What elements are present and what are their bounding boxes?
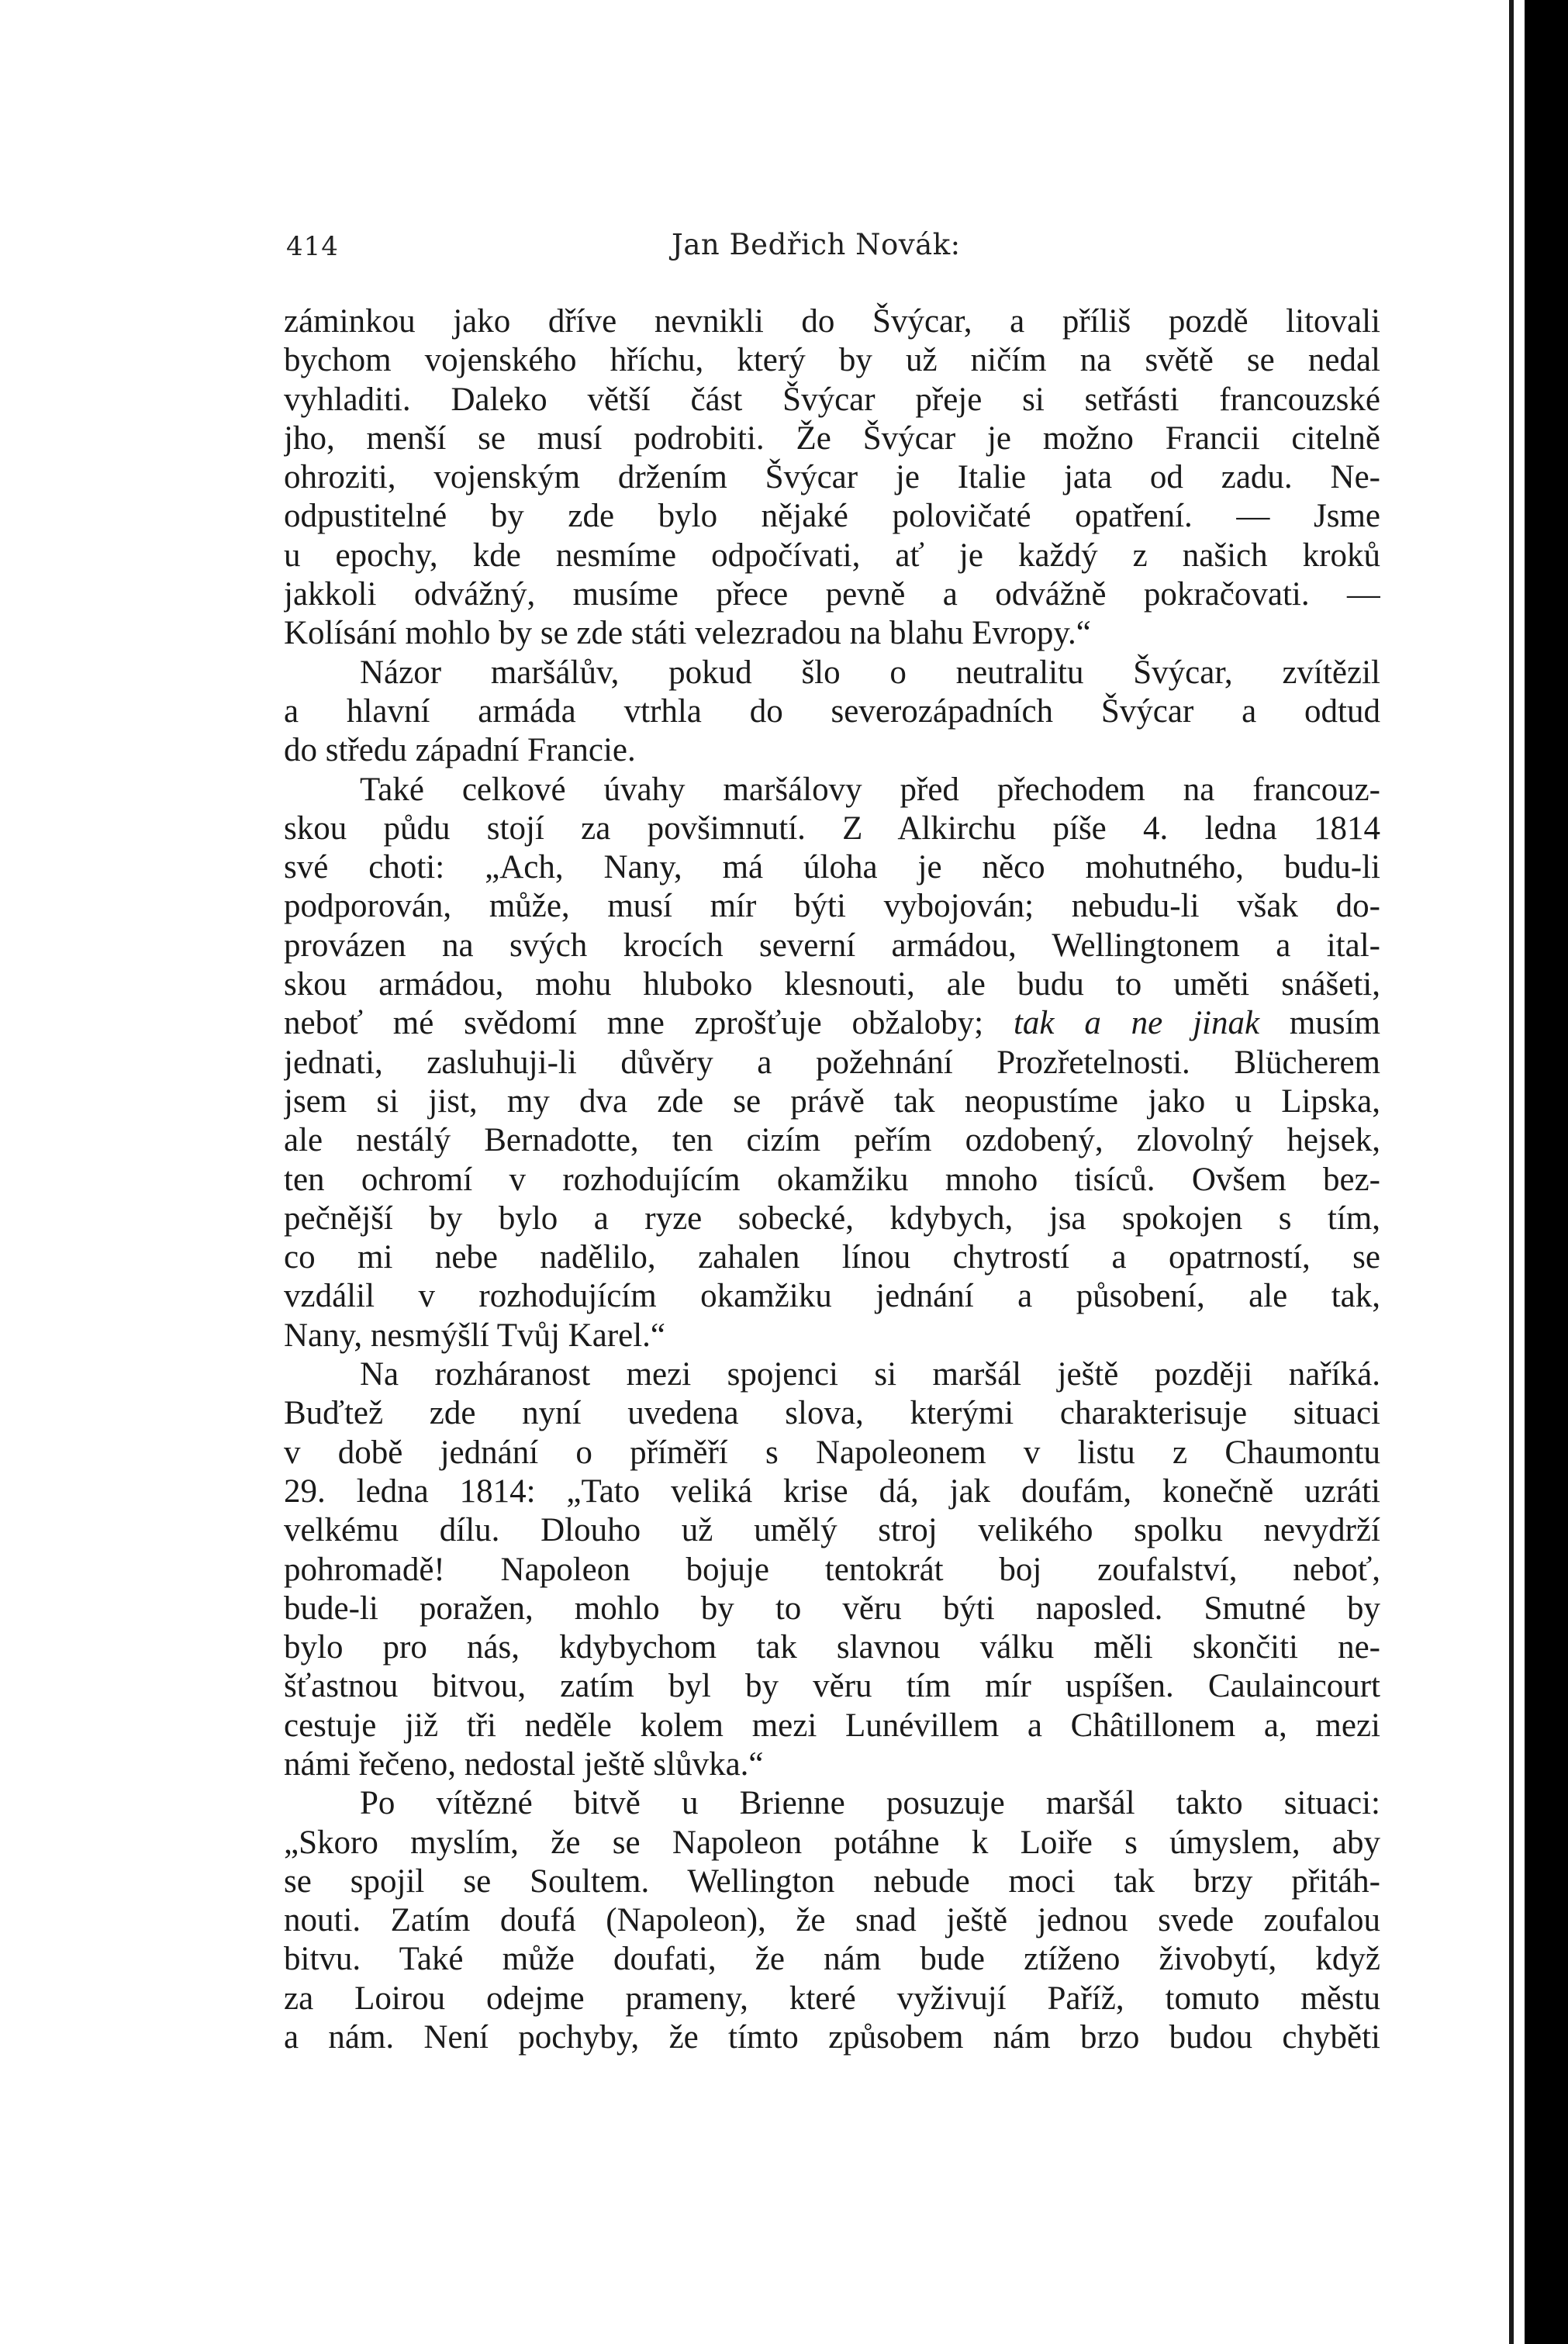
text-line: Buďtež zde nyní uvedena slova, kterými charakterisuje situaci bbox=[284, 1395, 1380, 1432]
text-line: 29. ledna 1814: „Tato veliká krise dá, jak doufám, konečně uzráti bbox=[284, 1472, 1380, 1510]
text-line: skou armádou, mohu hluboko klesnouti, ale budu to uměti snášeti, bbox=[284, 966, 1380, 1003]
text-line: a hlavní armáda vtrhla do severozápadních Švýcar a odtud bbox=[284, 692, 1380, 730]
text-line: pohromadě! Napoleon bojuje tentokrát boj zoufalství, neboť, bbox=[284, 1551, 1380, 1588]
text-line: bylo pro nás, kdybychom tak slavnou válku měli skončiti ne- bbox=[284, 1629, 1380, 1666]
text-line: se spojil se Soultem. Wellington nebude moci tak brzy přitáh- bbox=[284, 1862, 1380, 1900]
text-line: šťastnou bitvou, zatím byl by věru tím mír uspíšen. Caulaincourt bbox=[284, 1668, 1380, 1705]
text-line: jsem si jist, my dva zde se právě tak neopustíme jako u Lipska, bbox=[284, 1082, 1380, 1120]
text-line: u epochy, kde nesmíme odpočívati, ať je každý z našich kroků bbox=[284, 537, 1380, 574]
text-line: cestuje již tři neděle kolem mezi Lunévillem a Châtillonem a, mezi bbox=[284, 1707, 1380, 1744]
text-line: velkému dílu. Dlouho už umělý stroj velikého spolku nevydrží bbox=[284, 1512, 1380, 1549]
text-line: Na rozháranost mezi spojenci si maršál ještě později naříká. bbox=[360, 1356, 1380, 1393]
text-line: námi řečeno, nedostal ještě slůvka.“ bbox=[284, 1745, 764, 1783]
text-line: nouti. Zatím doufá (Napoleon), že snad ještě jednou svede zoufalou bbox=[284, 1902, 1380, 1939]
text-line: ohroziti, vojenským držením Švýcar je Italie jata od zadu. Ne- bbox=[284, 459, 1380, 496]
text-line: podporován, může, musí mír býti vybojován; nebudu-li však do- bbox=[284, 888, 1380, 925]
text-line: své choti: „Ach, Nany, má úloha je něco mohutného, budu-li bbox=[284, 849, 1380, 886]
text-line: Nany, nesmýšlí Tvůj Karel.“ bbox=[284, 1317, 666, 1354]
body-text bbox=[284, 302, 1380, 2057]
running-head: Jan Bedřich Novák: bbox=[672, 228, 961, 261]
text-line: neboť mé svědomí mne zprošťuje obžaloby; tak a ne jinak musím bbox=[284, 1005, 1380, 1042]
text-line: za Loirou odejme prameny, které vyživují Paříž, tomuto městu bbox=[284, 1980, 1380, 2017]
text-line: bude-li poražen, mohlo by to věru býti naposled. Smutné by bbox=[284, 1590, 1380, 1627]
emphasis: tak a ne jinak bbox=[1013, 1005, 1260, 1042]
text-line: Názor maršálův, pokud šlo o neutralitu Švýcar, zvítězil bbox=[360, 654, 1380, 691]
text-line: a nám. Není pochyby, že tímto způsobem nám brzo budou chyběti bbox=[284, 2019, 1380, 2056]
page-edge-shadow bbox=[1509, 0, 1514, 2344]
page-number: 414 bbox=[286, 231, 339, 262]
text-line: v době jednání o příměří s Napoleonem v listu z Chaumontu bbox=[284, 1434, 1380, 1471]
text-line: vzdálil v rozhodujícím okamžiku jednání a působení, ale tak, bbox=[284, 1278, 1380, 1315]
text-line: provázen na svých krocích severní armádou, Wellingtonem a ital- bbox=[284, 927, 1380, 964]
text-line: Kolísání mohlo by se zde státi velezradou na blahu Evropy.“ bbox=[284, 615, 1091, 652]
text-line: do středu západní Francie. bbox=[284, 732, 636, 769]
text-line: jho, menší se musí podrobiti. Že Švýcar je možno Francii citelně bbox=[284, 419, 1380, 457]
text-line: záminkou jako dříve nevnikli do Švýcar, a příliš pozdě litovali bbox=[284, 303, 1380, 340]
text-line: bychom vojenského hříchu, který by už ničím na světě se nedal bbox=[284, 342, 1380, 379]
text-line: co mi nebe nadělilo, zahalen línou chytrostí a opatrností, se bbox=[284, 1239, 1380, 1276]
text-line: odpustitelné by zde bylo nějaké polovičaté opatření. — Jsme bbox=[284, 498, 1380, 535]
text-line: skou půdu stojí za povšimnutí. Z Alkirchu píše 4. ledna 1814 bbox=[284, 810, 1380, 847]
text-line: vyhladiti. Daleko větší část Švýcar přeje si setřásti francouzské bbox=[284, 381, 1380, 418]
text-line: ale nestálý Bernadotte, ten cizím peřím ozdobený, zlovolný hejsek, bbox=[284, 1122, 1380, 1159]
text-line: jakkoli odvážný, musíme přece pevně a odvážně pokračovati. — bbox=[284, 576, 1380, 613]
text-line: ten ochromí v rozhodujícím okamžiku mnoho tisíců. Ovšem bez- bbox=[284, 1161, 1380, 1198]
text-line: pečnější by bylo a ryze sobecké, kdybych, jsa spokojen s tím, bbox=[284, 1200, 1380, 1237]
text-line: jednati, zasluhuji-li důvěry a požehnání Prozřetelnosti. Blücherem bbox=[284, 1044, 1380, 1081]
text-line: Také celkové úvahy maršálovy před přechodem na francouz- bbox=[360, 771, 1380, 808]
text-line: Po vítězné bitvě u Brienne posuzuje maršál takto situaci: bbox=[360, 1785, 1380, 1822]
text-line: bitvu. Také může doufati, že nám bude ztíženo živobytí, když bbox=[284, 1941, 1380, 1978]
scan-border bbox=[1525, 0, 1568, 2344]
text-line: „Skoro myslím, že se Napoleon potáhne k Loiře s úmyslem, aby bbox=[284, 1824, 1380, 1861]
